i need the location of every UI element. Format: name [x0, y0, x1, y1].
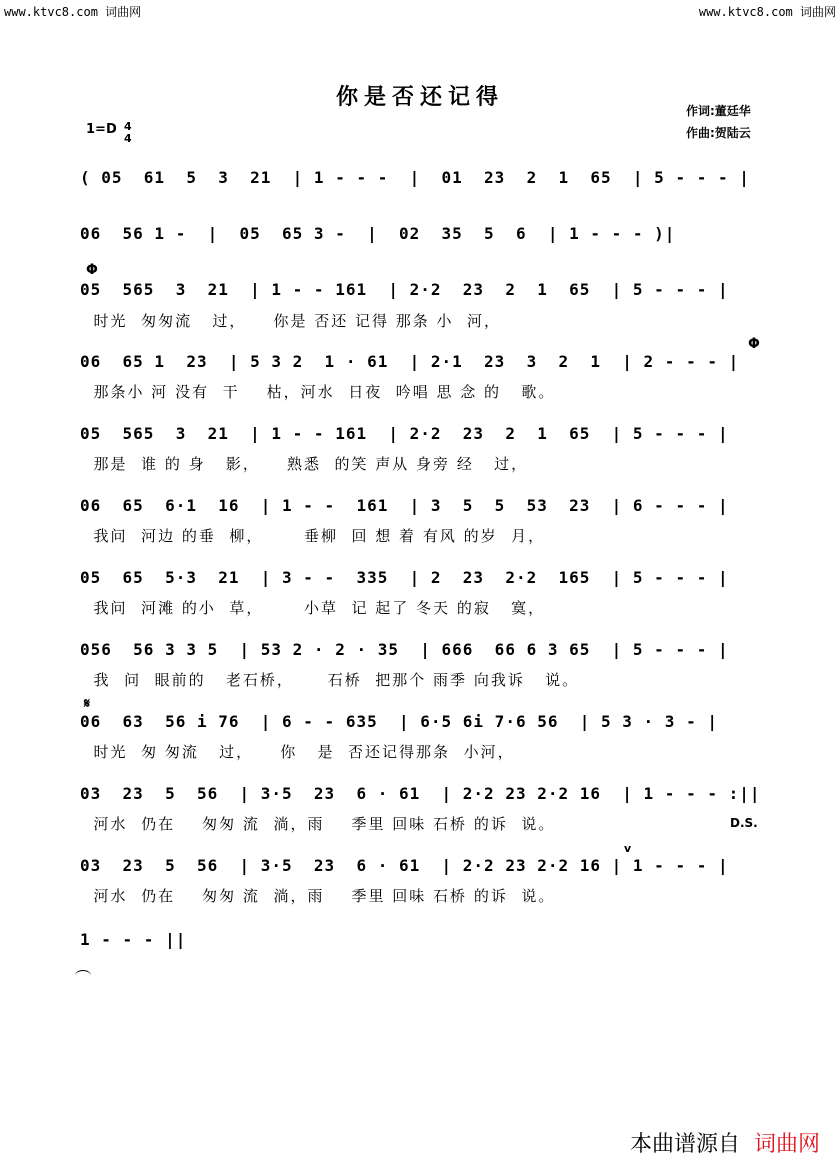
notes-row-7: 05 65 5·3 21 | 3 - - 335 | 2 23 2·2 165 | 5 - - - |: [80, 568, 729, 587]
composer: 作曲:贺陆云: [686, 126, 751, 140]
trailing-tie: [75, 970, 91, 981]
segno-mark: 𝄋: [84, 696, 91, 712]
time-top: 4: [124, 120, 132, 133]
lyrics-row-10: 河水 仍在 匆匆 流 淌，雨 季里 回味 石桥 的诉 说。: [80, 815, 556, 833]
time-signature: [124, 121, 132, 145]
footer-site-link[interactable]: 词曲网: [753, 1132, 820, 1157]
lyrics-row-8: 我 问 眼前的 老石桥， 石桥 把那个 雨季 向我诉 说。: [80, 671, 580, 689]
notes-row-4: 06 65 1 23 | 5 3 2 1 · 61 | 2·1 23 3 2 1 | 2 - - - |: [80, 352, 740, 371]
credits: [686, 100, 751, 144]
ds-mark: D.S.: [730, 816, 758, 830]
notes-row-3: 05 565 3 21 | 1 - - 161 | 2·2 23 2 1 65 | 5 - - - |: [80, 280, 729, 299]
notes-row-10: 03 23 5 56 | 3·5 23 6 · 61 | 2·2 23 2·2 16 | 1 - - - :||: [80, 784, 761, 803]
notes-row-11: 03 23 5 56 | 3·5 23 6 · 61 | 2·2 23 2·2 16 | 1 - - - |: [80, 856, 729, 875]
lyrics-row-9: 时光 匆 匆流 过， 你 是 否还记得那条 小河，: [80, 743, 515, 761]
lyrics-row-7: 我问 河滩 的小 草， 小草 记 起了 冬天 的寂 寞，: [80, 599, 546, 617]
notes-row-2: 06 56 1 - | 05 65 3 - | 02 35 5 6 | 1 - - - )|: [80, 224, 676, 243]
notes-row-9: 06 63 56 i 76 | 6 - - 635 | 6·5 6i 7·6 56 | 5 3 · 3 - |: [80, 712, 718, 731]
coda-mark-end: Φ: [748, 336, 760, 352]
key-signature: 1=D: [86, 122, 117, 137]
song-title: 你是否还记得: [335, 84, 504, 110]
lyrics-row-11: 河水 仍在 匆匆 流 淌，雨 季里 回味 石桥 的诉 说。: [80, 887, 556, 905]
lyrics-row-6: 我问 河边 的垂 柳， 垂柳 回 想 着 有风 的岁 月，: [80, 527, 546, 545]
notes-row-5: 05 565 3 21 | 1 - - 161 | 2·2 23 2 1 65 | 5 - - - |: [80, 424, 729, 443]
notes-row-8: 056 56 3 3 5 | 53 2 · 2 · 35 | 666 66 6 3 65 | 5 - - - |: [80, 640, 729, 659]
lyrics-row-4: 那条小 河 没有 干 枯，河水 日夜 吟唱 思 念 的 歌。: [80, 383, 556, 401]
notes-row-12: 1 - - - ||: [80, 930, 187, 949]
footer-source-text: 本曲谱源自: [629, 1132, 740, 1157]
footer-source: [630, 1127, 820, 1158]
lyrics-row-5: 那是 谁 的 身 影， 熟悉 的笑 声从 身旁 经 过，: [80, 455, 529, 473]
breath-mark: v: [624, 842, 632, 855]
time-bottom: 4: [124, 132, 132, 145]
watermark-left: www.ktvc8.com 词曲网: [4, 5, 142, 19]
watermark-right: www.ktvc8.com 词曲网: [698, 5, 836, 19]
notes-row-1: ( 05 61 5 3 21 | 1 - - - | 01 23 2 1 65 | 5 - - - |: [80, 168, 750, 187]
notes-row-6: 06 65 6·1 16 | 1 - - 161 | 3 5 5 53 23 | 6 - - - |: [80, 496, 729, 515]
lyricist: 作词:董廷华: [686, 104, 751, 118]
coda-mark: Φ: [86, 262, 98, 278]
lyrics-row-3: 时光 匆匆流 过， 你是 否还 记得 那条 小 河，: [80, 312, 502, 330]
